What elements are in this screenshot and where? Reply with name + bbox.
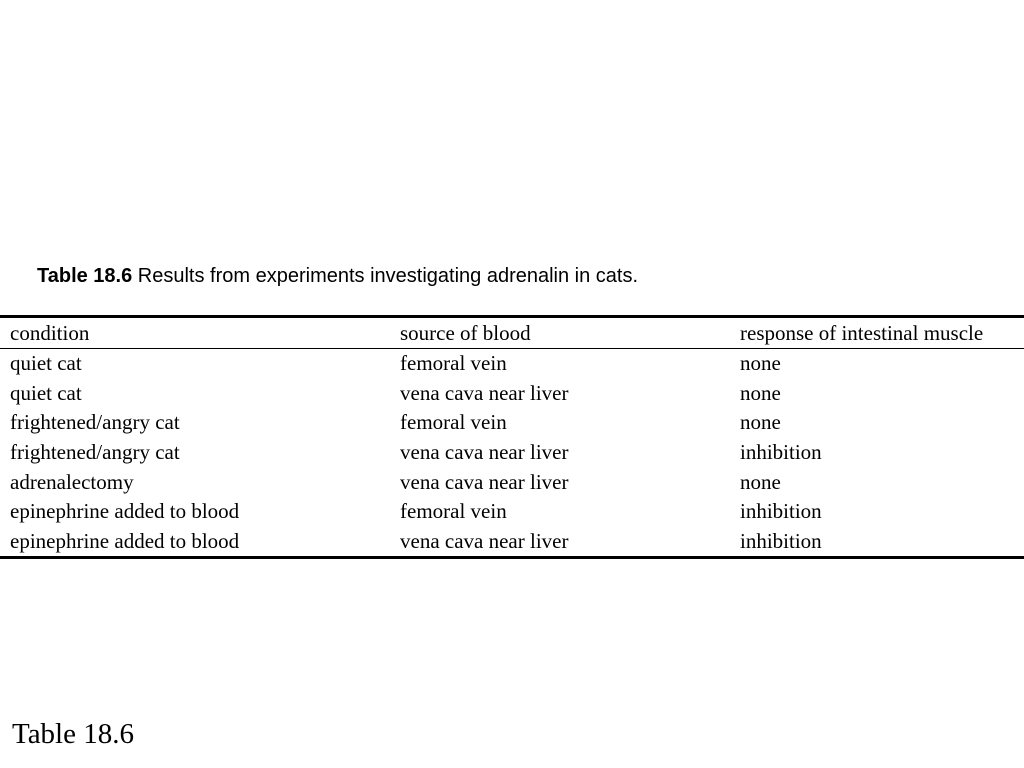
cell-response: inhibition (740, 499, 822, 524)
cell-condition: epinephrine added to blood (10, 528, 240, 553)
table-header-row (0, 317, 1024, 349)
table-row (0, 467, 1024, 497)
cell-condition: adrenalectomy (10, 469, 134, 494)
cell-response: none (740, 351, 781, 376)
cell-response: none (740, 410, 781, 435)
table-row (0, 379, 1024, 409)
cell-source: vena cava near liver (400, 469, 569, 494)
cell-response: inhibition (740, 528, 822, 553)
cell-source: femoral vein (400, 499, 507, 524)
cell-condition: frightened/angry cat (10, 440, 180, 465)
table-row (0, 408, 1024, 438)
results-table (0, 315, 1024, 559)
cell-source: femoral vein (400, 410, 507, 435)
cell-source: vena cava near liver (400, 528, 569, 553)
cell-source: vena cava near liver (400, 380, 569, 405)
caption-text: Results from experiments investigating adrenalin in cats. (132, 265, 639, 287)
header-source-of-blood: source of blood (390, 317, 730, 349)
table-row (0, 527, 1024, 558)
cell-condition: quiet cat (10, 351, 82, 376)
cell-condition: quiet cat (10, 380, 82, 405)
table-row (0, 497, 1024, 527)
table-caption (37, 263, 638, 289)
cell-source: femoral vein (400, 351, 507, 376)
table-row (0, 349, 1024, 379)
header-response: response of intestinal muscle (730, 317, 1024, 349)
cell-condition: epinephrine added to blood (10, 499, 240, 524)
caption-label: Table 18.6 (37, 265, 133, 287)
cell-response: inhibition (740, 440, 822, 465)
table-row (0, 438, 1024, 468)
slide-footer-title: Table 18.6 (12, 718, 134, 750)
header-condition: condition (0, 317, 390, 349)
cell-response: none (740, 380, 781, 405)
cell-response: none (740, 469, 781, 494)
cell-source: vena cava near liver (400, 440, 569, 465)
cell-condition: frightened/angry cat (10, 410, 180, 435)
